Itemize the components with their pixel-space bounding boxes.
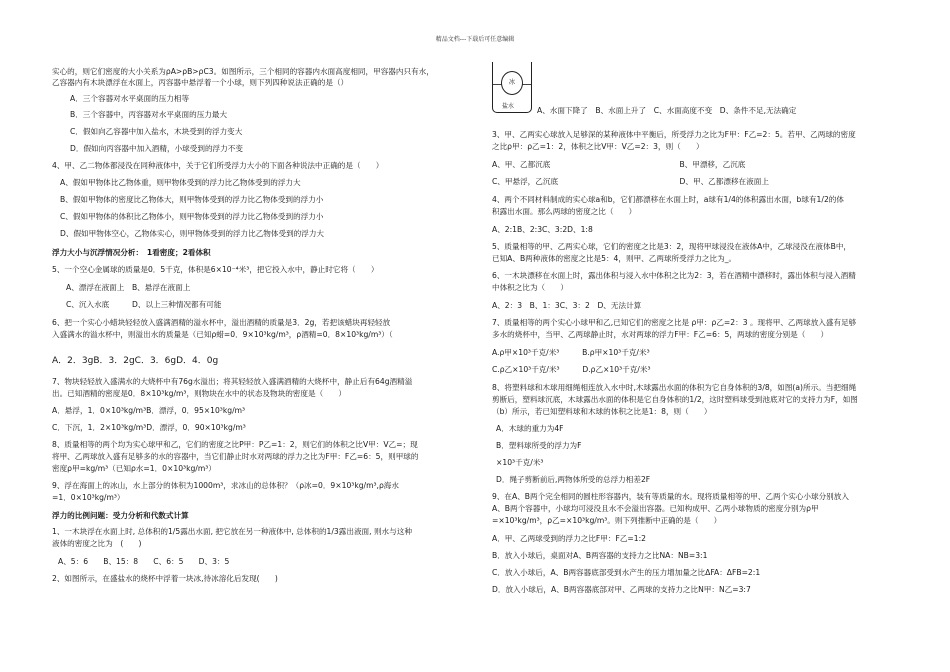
- option-line: B．放入小球后，桌面对A、B两容器的支持力之比NA：NB=3:1: [492, 551, 708, 560]
- question-line: 2、如图所示，在盛盐水的烧杯中浮着一块冰,待冰溶化后发现( ): [52, 574, 278, 583]
- option-line: B．三个容器中，丙容器对水平桌面的压力最大: [70, 110, 228, 119]
- question-line: 之比ρ甲：ρ乙=1：2，体积之比V甲：V乙=2：3，则（ ）: [492, 142, 704, 151]
- question-line: 8、质量相等的两个均为实心球甲和乙，它们的密度之比P甲：P乙=1：2，则它们的体积之比V甲：V乙=；现: [52, 440, 418, 449]
- question-line: 1、一木块浮在水面上时, 总体积的1/5露出水面, 把它放在另一种液体中, 总体积的1/3露出液面, 则水与这种: [52, 527, 412, 536]
- question-line: 入盛满水的溢水杯中，则溢出水的质量是（已知ρ蜡=0．9×10³kg/m³，ρ酒精=0．8×10³kg/m³）（: [52, 330, 393, 339]
- section-heading: 浮力大小与沉浮情况分析： 1看密度；2看体积: [52, 248, 211, 257]
- question-line: =1．0×10³kg/m³）: [52, 493, 125, 502]
- option-line: D．假如向丙容器中加入酒精，小球受到的浮力不变: [70, 144, 243, 153]
- ice-in-saltwater-figure: [492, 62, 532, 113]
- question-line: 9、在A、B两个完全相同的圆柱形容器内，装有等质量的水。现将质量相等的甲、乙两个实心小球分别放入: [492, 492, 849, 501]
- question-line: 7、物块轻轻放入盛满水的大烧杯中有76g水溢出；将其轻轻放入盛满酒精的大烧杯中，静止后有64g酒精溢: [52, 377, 413, 386]
- option-line: C、沉入水底 D、以上三种情况都有可能: [66, 300, 222, 309]
- question-line: 积露出水面。那么两球的密度之比（ ）: [492, 207, 637, 216]
- saltwater-label: 盐水: [502, 103, 515, 110]
- question-line: 出。已知酒精的密度是0．8×10³kg/m³，则物块在水中的状态及物块的密度是（ ）: [52, 389, 346, 398]
- option-line: A．悬浮，1．0×10³kg/m³B．漂浮，0．95×10³kg/m³: [52, 406, 246, 415]
- question-line: 6、一木块漂移在水面上时，露出体积与浸入水中体积之比为2：3，若在酒精中漂移时，露出体积与浸入酒精: [492, 271, 856, 280]
- option-line: B．塑料球所受的浮力为F: [496, 441, 582, 450]
- option-line: A、假如甲物体比乙物体重，则甲物体受到的浮力比乙物体受到的浮力大: [60, 178, 301, 187]
- section-heading: 浮力的比例问题：受力分析和代数式计算: [52, 511, 189, 520]
- option-line: A．2．3gB．3．2gC．3．6gD．4．0g: [52, 356, 219, 366]
- option-line: A、2：3 B、1：3C、3：2 D、无法计算: [492, 301, 642, 310]
- option-line: A、2:1B、2:3C、3:2D、1:8: [492, 225, 593, 234]
- option-line: C．下沉，1．2×10³kg/m³D．漂浮，0．90×10³kg/m³: [52, 423, 246, 432]
- option-line: C.ρ乙×10³千克/米³ D.ρ乙×10³千克/米³: [492, 365, 651, 374]
- option-line: D、假如甲物体空心，乙物体实心，则甲物体受到的浮力比乙物体受到的浮力大: [60, 229, 325, 238]
- option-line: A．三个容器对水平桌面的压力相等: [70, 94, 190, 103]
- option-line: ×10³千克/米³: [496, 458, 544, 467]
- option-line: A、水面下降了 B、水面上升了 C、水面高度不变 D、条件不足,无法确定: [537, 106, 797, 115]
- question-line: 8、将塑料球和木球用细绳相连放入水中时,木球露出水面的体积为它自身体积的3/8，如图(a)所示。当把细绳: [492, 383, 857, 392]
- question-line: 中体积之比为（ ）: [492, 283, 568, 292]
- question-line: 6、把一个实心小蜡块轻轻放入盛满酒精的溢水杯中，溢出酒精的质量是3．2g，若把该蜡块再轻轻放: [52, 318, 391, 327]
- option-line: A、甲、乙都沉底 B、甲漂移，乙沉底: [492, 160, 746, 169]
- option-line: C、甲悬浮，乙沉底 D、甲、乙都漂移在液面上: [492, 177, 769, 186]
- ice-block: 冰: [501, 71, 523, 95]
- question-line: =×10³kg/m³，ρ乙=×10³kg/m³。则下列推断中正确的是（ ）: [492, 516, 722, 525]
- question-line: 剪断后，塑料球沉底，木球露出水面的体积是它自身体积的1/2，这时塑料球受到池底对它的支持力为F，如图: [492, 395, 858, 404]
- option-line: A.ρ甲×10³千克/米³ B.ρ甲×10³千克/米³: [492, 348, 650, 357]
- option-line: A．木球的重力为4F: [496, 424, 564, 433]
- option-line: B、假如甲物体的密度比乙物体大，则甲物体受到的浮力比乙物体受到的浮力小: [60, 195, 324, 204]
- question-line: 4、两个不同材料制成的实心球a和b，它们都漂移在水面上时，a球有1/4的体积露出水面，b球有1/2的体: [492, 195, 844, 204]
- question-line: A、B两个容器中，小球均可浸没且水不会溢出容器。已知构成甲、乙两小球物质的密度分别为ρ甲: [492, 504, 819, 513]
- question-line: 9、浮在海面上的冰山，水上部分的体积为1000m³，求冰山的总体积？（ρ冰=0．9×10³kg/m³,ρ海水: [52, 481, 399, 490]
- option-line: D．绳子剪断前后,两物体所受的总浮力相差2F: [496, 475, 651, 484]
- option-line: A、漂浮在液面上 B、悬浮在液面上: [66, 283, 191, 292]
- question-line: 密度ρ甲=kg/m³（已知ρ水=1．0×10³kg/m³）: [52, 464, 216, 473]
- question-line: 5、一个空心金属球的质量是0．5千克，体积是6×10⁻⁴米³，把它投入水中，静止时它将（ ）: [52, 265, 379, 274]
- text-line: 乙容器内有木块漂浮在水面上，丙容器中悬浮着一个小球，则下列四种说法正确的是（）: [52, 78, 349, 87]
- text-line: 实心的，则它们密度的大小关系为ρA>ρB>ρC3。如图所示，三个相同的容器内水面高度相同，甲容器内只有水，: [52, 67, 434, 76]
- question-line: 5、质量相等的甲、乙两实心球，它们的密度之比是3：2，现将甲球浸没在液体A中，乙球浸没在液体B中，: [492, 242, 852, 251]
- question-line: 已知A、B两种液体的密度之比是5：4，则甲、乙两球所受浮力之比为_。: [492, 254, 737, 263]
- option-line: C．放入小球后，A、B两容器底部受到水产生的压力增加量之比ΔFA：ΔFB=2:1: [492, 568, 761, 577]
- question-line: 多水的烧杯中，当甲、乙两球静止时，水对两球的浮力F甲：F乙=6：5，两球的密度分别是（ ）: [492, 330, 829, 339]
- option-line: A、5：6 B、15：8 C、6：5 D、3：5: [58, 557, 230, 566]
- page-header: 精品文档---下载后可任意编辑: [435, 36, 515, 43]
- question-line: 3、甲、乙两实心球放入足够深的某种液体中平衡后，所受浮力之比为F甲：F乙=2：5。若甲、乙两球的密度: [492, 130, 856, 139]
- question-line: 4、甲、乙二物体都浸没在同种液体中，关于它们所受浮力大小的下面各种说法中正确的是（ ）: [52, 161, 384, 170]
- option-line: D．放入小球后，A、B两容器底部对甲、乙两球的支持力之比N甲：N乙=3:7: [492, 585, 751, 594]
- question-line: 将甲、乙两球放入盛有足够多的水的容器中，当它们静止时水对两球的浮力之比为F甲：F乙=6：5，则甲球的: [52, 452, 419, 461]
- option-line: A．甲、乙两球受到的浮力之比F甲：F乙=1:2: [492, 534, 647, 543]
- question-line: 7、质量相等的两个实心小球甲和乙,已知它们的密度之比是 ρ甲：ρ乙=2：3 。现将甲、乙两球放入盛有足够: [492, 318, 857, 327]
- question-line: （b）所示，若已知塑料球和木球的体积之比是1：8，则（ ）: [492, 407, 712, 416]
- option-line: C、假如甲物体的体积比乙物体小，则甲物体受到的浮力比乙物体受到的浮力小: [60, 212, 324, 221]
- option-line: C．假如向乙容器中加入盐水，木块受到的浮力变大: [70, 127, 243, 136]
- question-line: 液体的密度之比为 ( ): [52, 539, 142, 548]
